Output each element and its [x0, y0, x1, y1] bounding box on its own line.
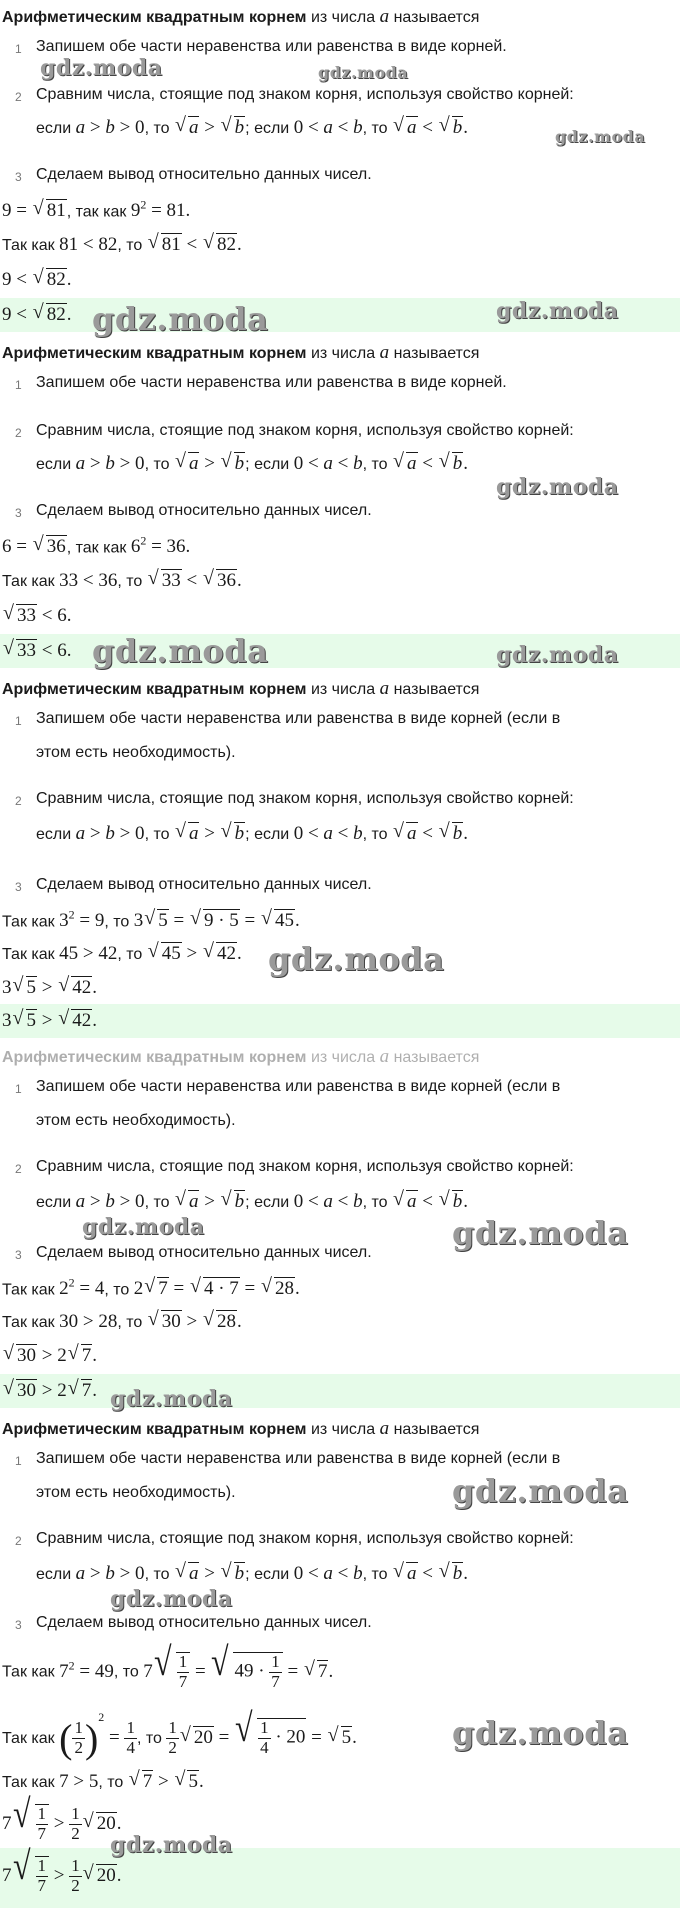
watermark: gdz.moda [40, 55, 163, 81]
step-number: 3 [15, 1618, 22, 1632]
step-1: Запишем обе части неравенства или равенства в виде корней. [36, 38, 507, 55]
math-line: Так как $7^2 = 49$, то 7 √ $\frac{1}{7}$ = √ 49 · $\frac{1}{7}$ = √ 7. [2, 1652, 333, 1691]
math-line: Так как 30 > 28, то √ 30 > √ 28. [2, 1310, 242, 1333]
step-2: Сравним числа, стоящие под знаком корня, используя свойство корней: [36, 790, 574, 807]
watermark: gdz.moda [110, 1386, 233, 1412]
step-1: Запишем обе части неравенства или равенства в виде корней (если в [36, 710, 561, 727]
definition-title: Арифметическим квадратным корнем из числа a называется [2, 1046, 480, 1067]
step-number: 2 [15, 1534, 22, 1548]
definition-title: Арифметическим квадратным корнем из числа a называется [2, 678, 480, 699]
math-line: Так как ( $\frac{1}{2}$ )$^2$ = $\frac{1}{4}$ , то $\frac{1}{2}$ √ 20 = √ $\frac{1}{4}$ · 20 = √ 5. [2, 1710, 357, 1762]
step-number: 3 [15, 1248, 22, 1262]
watermark: gdz.moda [268, 940, 445, 978]
watermark: gdz.moda [452, 1714, 629, 1752]
step-number: 2 [15, 794, 22, 808]
step-3: Сделаем вывод относительно данных чисел. [36, 876, 372, 893]
math-line: 6 = √ 36, так как $6^2 = 36$. [2, 534, 190, 558]
step-number: 3 [15, 170, 22, 184]
step-number: 2 [15, 1162, 22, 1176]
step-number: 3 [15, 506, 22, 520]
answer-box [0, 1848, 680, 1908]
watermark: gdz.moda [496, 298, 619, 324]
step-number: 2 [15, 426, 22, 440]
definition-title: Арифметическим квадратным корнем из числа a называется [2, 6, 480, 27]
step-2: Сравним числа, стоящие под знаком корня, используя свойство корней: [36, 86, 574, 103]
step-1-cont: этом есть необходимость). [36, 744, 236, 761]
step-1: Запишем обе части неравенства или равенства в виде корней. [36, 374, 507, 391]
step-number: 1 [15, 714, 22, 728]
watermark: gdz.moda [82, 1214, 205, 1240]
answer-text: 3√ 5 > √ 42. [2, 1009, 97, 1032]
math-line: 3√ 5 > √ 42. [2, 976, 97, 999]
definition-title: Арифметическим квадратным корнем из числа a называется [2, 1418, 480, 1439]
definition-title: Арифметическим квадратным корнем из числа a называется [2, 342, 480, 363]
answer-text: √ 30 > 2√ 7. [2, 1379, 97, 1402]
math-line: Так как 7 > 5, то √ 7 > √ 5. [2, 1770, 204, 1793]
step-number: 2 [15, 90, 22, 104]
answer-text: √ 33 < 6. [2, 639, 71, 662]
step-number: 3 [15, 880, 22, 894]
answer-text: 7 √ $\frac{1}{7}$ > $\frac{1}{2}$ √ 20. [2, 1856, 121, 1895]
step-2: Сравним числа, стоящие под знаком корня, используя свойство корней: [36, 1158, 574, 1175]
answer-box [0, 1374, 680, 1408]
watermark: gdz.moda [110, 1832, 233, 1858]
watermark: gdz.moda [92, 632, 269, 670]
step-2-formula: если a > b > 0, то √ a > √ b; если 0 < a < b, то √ a < √ b. [36, 1562, 468, 1585]
math-line: Так как $3^2 = 9$, то 3√ 5 = √ 9 · 5 = √ 45. [2, 908, 300, 932]
math-line: 9 = √ 81, так как $9^2 = 81$. [2, 198, 190, 222]
watermark: gdz.moda [110, 1586, 233, 1612]
step-number: 1 [15, 1454, 22, 1468]
step-2-formula: если a > b > 0, то √ a > √ b; если 0 < a < b, то √ a < √ b. [36, 822, 468, 845]
step-2-formula: если a > b > 0, то √ a > √ b; если 0 < a < b, то √ a < √ b. [36, 1190, 468, 1213]
answer-box [0, 1004, 680, 1038]
watermark: gdz.moda [555, 127, 646, 146]
step-3: Сделаем вывод относительно данных чисел. [36, 502, 372, 519]
watermark: gdz.moda [92, 300, 269, 338]
math-line: Так как 33 < 36, то √ 33 < √ 36. [2, 569, 242, 592]
step-2-formula: если a > b > 0, то √ a > √ b; если 0 < a < b, то √ a < √ b. [36, 452, 468, 475]
math-line: √ 30 > 2√ 7. [2, 1344, 97, 1367]
step-number: 1 [15, 42, 22, 56]
step-2: Сравним числа, стоящие под знаком корня, используя свойство корней: [36, 422, 574, 439]
step-2: Сравним числа, стоящие под знаком корня, используя свойство корней: [36, 1530, 574, 1547]
watermark: gdz.moda [496, 642, 619, 668]
watermark: gdz.moda [318, 63, 409, 82]
step-1: Запишем обе части неравенства или равенства в виде корней (если в [36, 1450, 561, 1467]
step-1-cont: этом есть необходимость). [36, 1112, 236, 1129]
step-1-cont: этом есть необходимость). [36, 1484, 236, 1501]
math-line: 9 < √ 82. [2, 268, 71, 291]
math-line: Так как 81 < 82, то √ 81 < √ 82. [2, 233, 242, 256]
step-1: Запишем обе части неравенства или равенства в виде корней (если в [36, 1078, 561, 1095]
step-3: Сделаем вывод относительно данных чисел. [36, 1614, 372, 1631]
watermark: gdz.moda [452, 1214, 629, 1252]
watermark: gdz.moda [496, 474, 619, 500]
watermark: gdz.moda [452, 1472, 629, 1510]
answer-text: 9 < √ 82. [2, 303, 71, 326]
step-number: 1 [15, 1082, 22, 1096]
step-3: Сделаем вывод относительно данных чисел. [36, 1244, 372, 1261]
step-3: Сделаем вывод относительно данных чисел. [36, 166, 372, 183]
math-line: √ 33 < 6. [2, 604, 71, 627]
math-line: Так как $2^2 = 4$, то 2√ 7 = √ 4 · 7 = √ 28. [2, 1276, 300, 1300]
math-line: Так как 45 > 42, то √ 45 > √ 42. [2, 942, 242, 965]
math-line: 7 √ $\frac{1}{7}$ > $\frac{1}{2}$ √ 20. [2, 1804, 121, 1843]
step-2-formula: если a > b > 0, то √ a > √ b; если 0 < a < b, то √ a < √ b. [36, 116, 468, 139]
step-number: 1 [15, 378, 22, 392]
